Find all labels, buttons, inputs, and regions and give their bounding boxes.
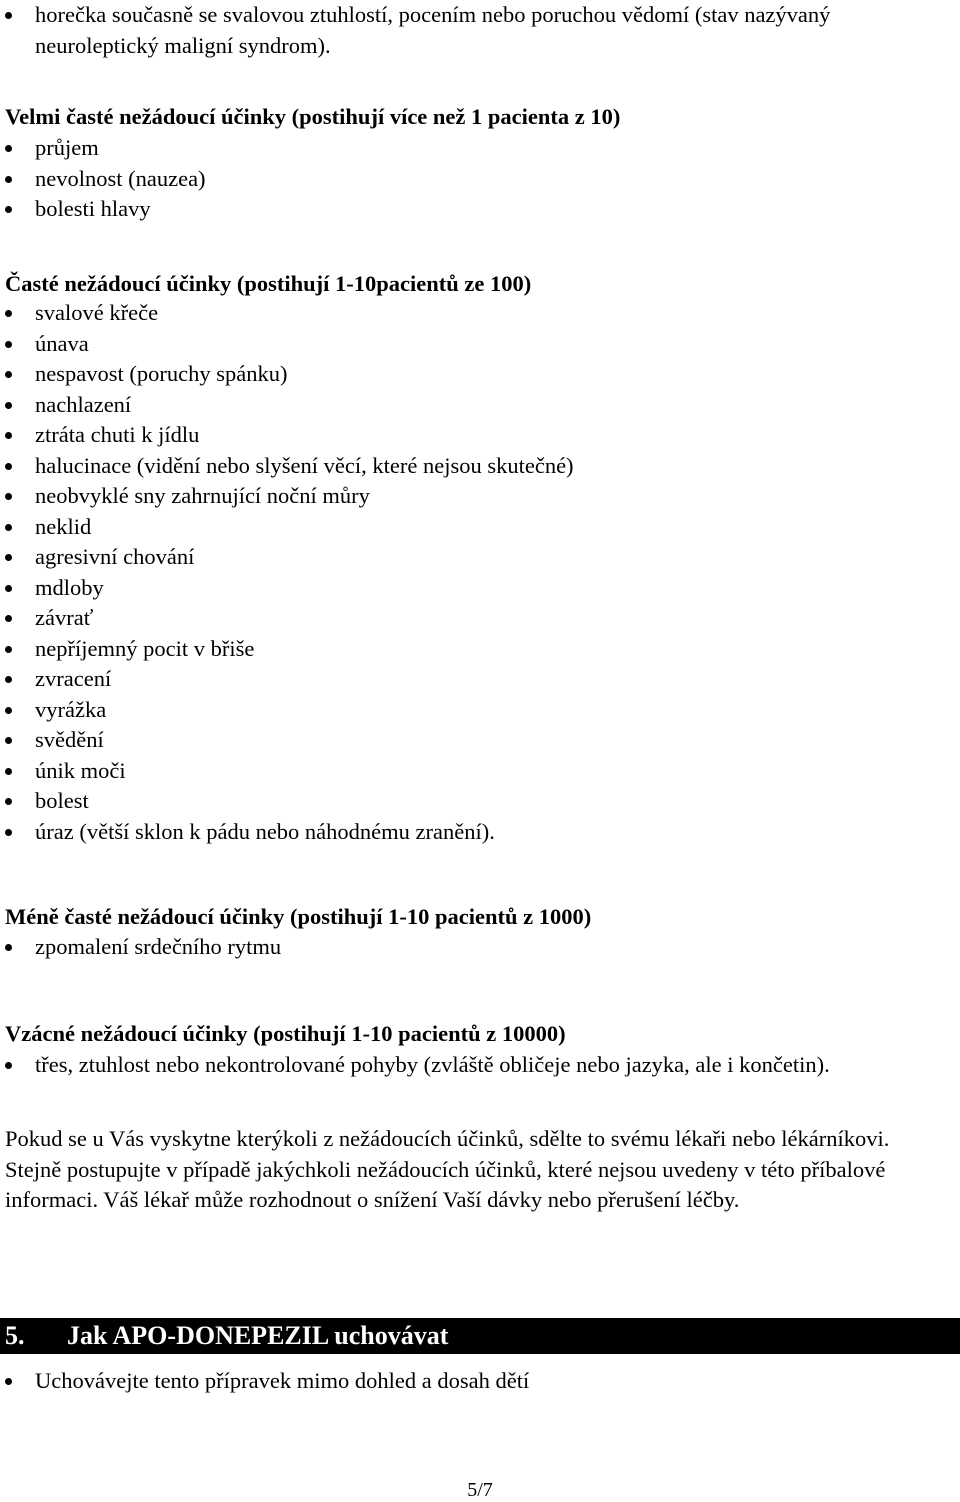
list-item: úraz (větší sklon k pádu nebo náhodnému zranění). <box>0 817 860 848</box>
list-item: zpomalení srdečního rytmu <box>0 932 860 963</box>
list-item: nepříjemný pocit v břiše <box>0 634 860 665</box>
uncommon-list <box>0 932 860 963</box>
list-item: bolesti hlavy <box>0 194 860 225</box>
common-list <box>0 298 860 847</box>
very-common-list <box>0 133 860 225</box>
list-item: agresivní chování <box>0 542 860 573</box>
list-item: únik moči <box>0 756 860 787</box>
list-item: nespavost (poruchy spánku) <box>0 359 860 390</box>
uncommon-heading: Méně časté nežádoucí účinky (postihují 1-10 pacientů z 1000) <box>5 904 592 929</box>
list-item: Uchovávejte tento přípravek mimo dohled a dosah dětí <box>0 1366 860 1397</box>
list-item: horečka současně se svalovou ztuhlostí, pocením nebo poruchou vědomí (stav nazývaný neuroleptický maligní syndrom). <box>0 0 860 61</box>
list-item: nevolnost (nauzea) <box>0 164 860 195</box>
list-item: halucinace (vidění nebo slyšení věcí, které nejsou skutečné) <box>0 451 860 482</box>
list-item: svědění <box>0 725 860 756</box>
storage-list <box>0 1366 860 1397</box>
list-item: ztráta chuti k jídlu <box>0 420 860 451</box>
list-item: zvracení <box>0 664 860 695</box>
list-item: svalové křeče <box>0 298 860 329</box>
list-item: neklid <box>0 512 860 543</box>
list-item: průjem <box>0 133 860 164</box>
very-common-heading: Velmi časté nežádoucí účinky (postihují více než 1 pacienta z 10) <box>5 104 621 129</box>
list-item: únava <box>0 329 860 360</box>
list-item: neobvyklé sny zahrnující noční můry <box>0 481 860 512</box>
section-5-header <box>0 1318 960 1354</box>
list-item: závrať <box>0 603 860 634</box>
rare-heading: Vzácné nežádoucí účinky (postihují 1-10 pacientů z 10000) <box>5 1021 566 1046</box>
list-item: třes, ztuhlost nebo nekontrolované pohyby (zvláště obličeje nebo jazyka, ale i končetin). <box>0 1050 860 1081</box>
section-title: Jak APO-DONEPEZIL uchovávat <box>67 1321 449 1350</box>
list-item: nachlazení <box>0 390 860 421</box>
intro-list <box>0 0 860 61</box>
list-item: bolest <box>0 786 860 817</box>
list-item: mdloby <box>0 573 860 604</box>
report-paragraph: Pokud se u Vás vyskytne kterýkoli z nežádoucích účinků, sdělte to svému lékaři nebo lékárníkovi. Stejně postupujte v případě jakýchkoli nežádoucích účinků, které nejsou uvedeny v této příbalové informaci. Váš lékař může rozhodnout o snížení Vaší dávky nebo přerušení léčby. <box>5 1126 890 1212</box>
section-number: 5. <box>5 1321 25 1350</box>
rare-list <box>0 1050 860 1081</box>
page-number: 5/7 <box>467 1479 493 1501</box>
common-heading: Časté nežádoucí účinky (postihují 1-10pacientů ze 100) <box>5 271 532 296</box>
list-item: vyrážka <box>0 695 860 726</box>
